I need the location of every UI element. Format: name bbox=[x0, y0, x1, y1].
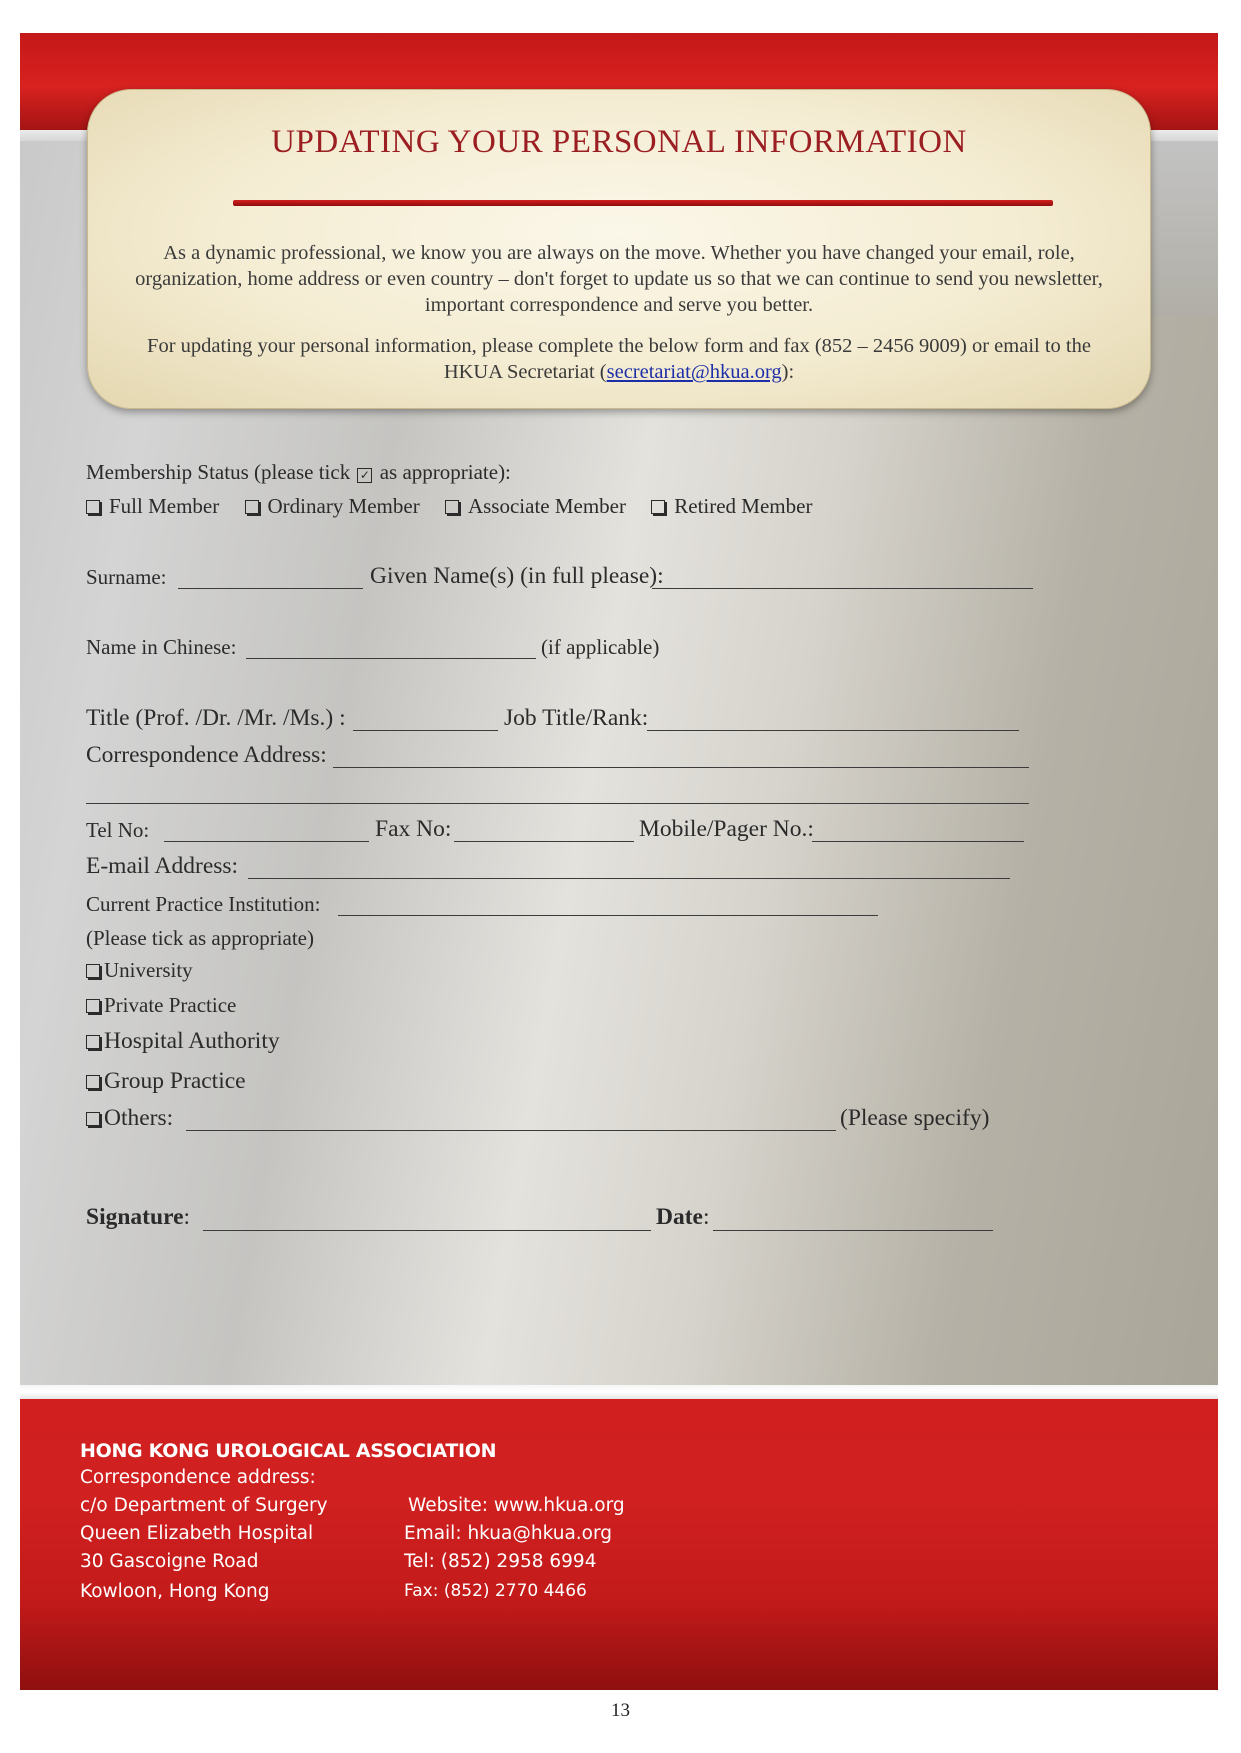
institution-field[interactable] bbox=[338, 915, 878, 916]
footer-address-line: Kowloon, Hong Kong bbox=[80, 1581, 270, 1602]
address-label: Correspondence Address: bbox=[86, 742, 327, 768]
given-name-field[interactable] bbox=[652, 588, 1033, 589]
checkbox-icon[interactable] bbox=[86, 1112, 100, 1126]
page-title: UPDATING YOUR PERSONAL INFORMATION bbox=[271, 124, 967, 160]
footer-email[interactable]: Email: hkua@hkua.org bbox=[404, 1523, 613, 1544]
option-others[interactable]: Others: bbox=[86, 1105, 173, 1132]
option-ordinary-member[interactable]: Ordinary Member bbox=[245, 494, 420, 519]
tick-box-icon: ✓ bbox=[357, 468, 372, 483]
date-field[interactable] bbox=[713, 1230, 993, 1231]
checkbox-icon[interactable] bbox=[86, 964, 100, 978]
membership-options bbox=[86, 494, 832, 519]
title-label: Title (Prof. /Dr. /Mr. /Ms.) : bbox=[86, 705, 346, 731]
chinese-name-label: Name in Chinese: bbox=[86, 635, 237, 659]
mobile-field[interactable] bbox=[812, 841, 1024, 842]
instruction-text: For updating your personal information, please complete the below form and fax (852 – 2456 9009) or email to the HKUA Secretariat ( bbox=[147, 335, 1091, 383]
please-specify-note: (Please specify) bbox=[840, 1105, 990, 1131]
job-title-field[interactable] bbox=[647, 730, 1019, 731]
checkbox-icon[interactable] bbox=[651, 500, 665, 514]
instruction-text-end: ): bbox=[781, 361, 795, 383]
fax-field[interactable] bbox=[454, 841, 634, 842]
checkbox-icon[interactable] bbox=[445, 500, 459, 514]
signature-field[interactable] bbox=[203, 1230, 651, 1231]
given-name-label: Given Name(s) (in full please): bbox=[370, 563, 664, 589]
others-field[interactable] bbox=[186, 1130, 836, 1131]
footer-address-line: c/o Department of Surgery bbox=[80, 1495, 328, 1516]
address-field-line-1[interactable] bbox=[333, 767, 1029, 768]
option-full-member[interactable]: Full Member bbox=[86, 494, 219, 519]
checkbox-icon[interactable] bbox=[86, 999, 100, 1013]
tel-field[interactable] bbox=[164, 841, 369, 842]
tick-note: (Please tick as appropriate) bbox=[86, 926, 314, 950]
title-divider bbox=[233, 200, 1053, 206]
email-label: E-mail Address: bbox=[86, 853, 239, 879]
footer-address-line: 30 Gascoigne Road bbox=[80, 1551, 259, 1572]
title-field[interactable] bbox=[353, 730, 498, 731]
secretariat-email-link[interactable]: secretariat@hkua.org bbox=[606, 361, 782, 383]
footer-address-label: Correspondence address: bbox=[80, 1467, 316, 1488]
form-page bbox=[20, 33, 1218, 1690]
checkbox-icon[interactable] bbox=[245, 500, 259, 514]
footer-org-name: HONG KONG UROLOGICAL ASSOCIATION bbox=[80, 1440, 497, 1462]
option-group-practice[interactable]: Group Practice bbox=[86, 1068, 246, 1095]
bottom-light-band bbox=[20, 1385, 1218, 1399]
option-hospital-authority[interactable]: Hospital Authority bbox=[86, 1028, 280, 1055]
checkbox-icon[interactable] bbox=[86, 1035, 100, 1049]
institution-label: Current Practice Institution: bbox=[86, 892, 321, 916]
intro-paragraph: As a dynamic professional, we know you are always on the move. Whether you have changed your email, role, organization, home address or even country – don't forget to update us so that we can continue to send you newsletter, important correspondence and serve you better. bbox=[135, 242, 1103, 316]
option-associate-member[interactable]: Associate Member bbox=[445, 494, 626, 519]
checkbox-icon[interactable] bbox=[86, 500, 100, 514]
option-university[interactable]: University bbox=[86, 958, 193, 983]
date-label: Date: bbox=[656, 1204, 710, 1230]
tel-label: Tel No: bbox=[86, 818, 150, 842]
job-title-label: Job Title/Rank: bbox=[504, 705, 649, 731]
intro-panel bbox=[87, 89, 1151, 409]
surname-label: Surname: bbox=[86, 565, 167, 589]
background-accent bbox=[1145, 141, 1218, 316]
email-field[interactable] bbox=[248, 878, 1010, 879]
signature-label: Signature: bbox=[86, 1204, 191, 1230]
if-applicable-note: (if applicable) bbox=[541, 635, 660, 659]
page-number: 13 bbox=[611, 1700, 630, 1721]
footer-fax: Fax: (852) 2770 4466 bbox=[404, 1581, 587, 1601]
footer-address-line: Queen Elizabeth Hospital bbox=[80, 1523, 314, 1544]
option-retired-member[interactable]: Retired Member bbox=[651, 494, 812, 519]
checkbox-icon[interactable] bbox=[86, 1075, 100, 1089]
mobile-label: Mobile/Pager No.: bbox=[639, 816, 814, 842]
option-private-practice[interactable]: Private Practice bbox=[86, 993, 236, 1018]
membership-label: Membership Status (please tick ✓ as appropriate): bbox=[86, 460, 511, 484]
fax-label: Fax No: bbox=[375, 816, 452, 842]
footer-tel: Tel: (852) 2958 6994 bbox=[404, 1551, 597, 1572]
address-field-line-2[interactable] bbox=[86, 803, 1029, 804]
chinese-name-field[interactable] bbox=[246, 658, 536, 659]
footer-website[interactable]: Website: www.hkua.org bbox=[408, 1495, 625, 1516]
instruction-paragraph bbox=[128, 333, 1110, 385]
surname-field[interactable] bbox=[178, 588, 363, 589]
